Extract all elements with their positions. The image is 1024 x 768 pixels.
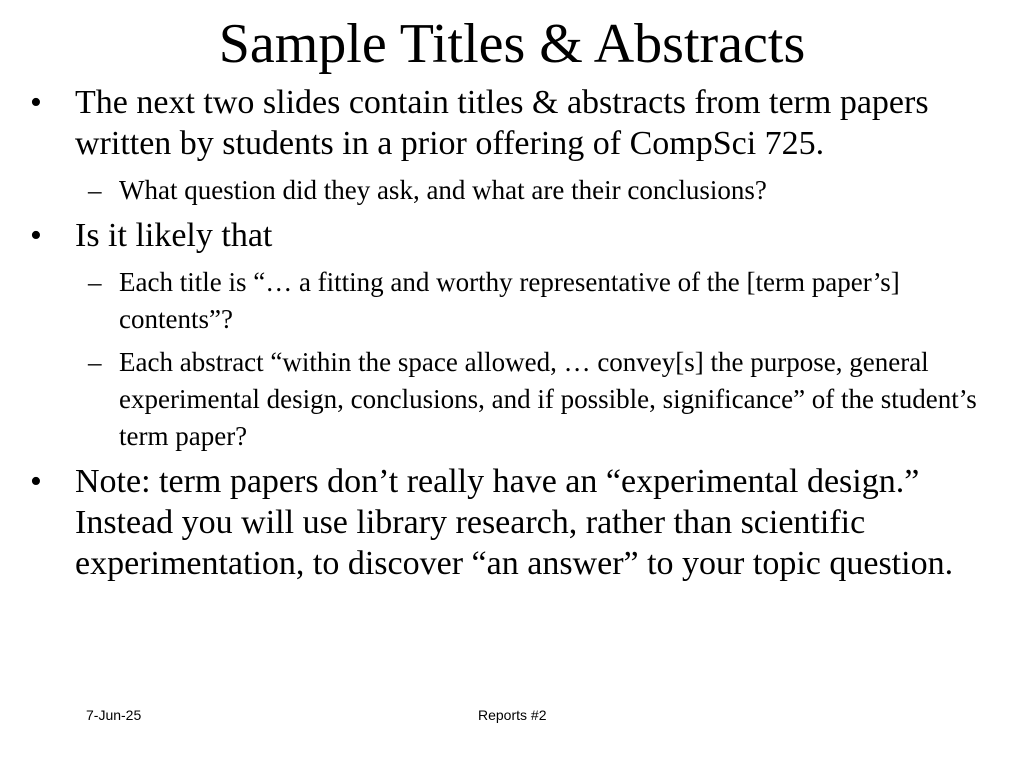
sub-bullet-item <box>30 344 980 455</box>
sub-bullet-item <box>30 172 980 209</box>
bullet-item <box>30 215 980 256</box>
footer-date: 7-Jun-25 <box>86 707 142 723</box>
bullet-text: The next two slides contain titles & abstracts from term papers written by students in a prior offering of CompSci 725. <box>75 84 929 162</box>
bullet-item <box>30 82 980 164</box>
bullet-marker: • <box>30 217 42 254</box>
bullet-text: Is it likely that <box>75 217 273 254</box>
dash-marker: – <box>88 267 102 297</box>
sub-bullet-text: Each abstract “within the space allowed, … convey[s] the purpose, general experimental design, conclusions, and if possible, significance” of the student’s term paper? <box>119 347 977 451</box>
bullet-marker: • <box>30 84 42 121</box>
footer-slide-label: Reports #2 <box>478 707 547 723</box>
bullet-marker: • <box>30 463 42 500</box>
bullet-text: Note: term papers don’t really have an “experimental design.” Instead you will use library research, rather than scientific experimentation, to discover “an answer” to your topic question. <box>75 463 954 582</box>
sub-bullet-item <box>30 264 980 338</box>
slide-body <box>30 82 980 592</box>
dash-marker: – <box>88 347 102 377</box>
sub-bullet-text: Each title is “… a fitting and worthy representative of the [term paper’s] contents”? <box>119 267 900 334</box>
dash-marker: – <box>88 175 102 205</box>
slide-title: Sample Titles & Abstracts <box>218 13 806 75</box>
bullet-item <box>30 461 980 584</box>
sub-bullet-text: What question did they ask, and what are their conclusions? <box>119 175 767 205</box>
